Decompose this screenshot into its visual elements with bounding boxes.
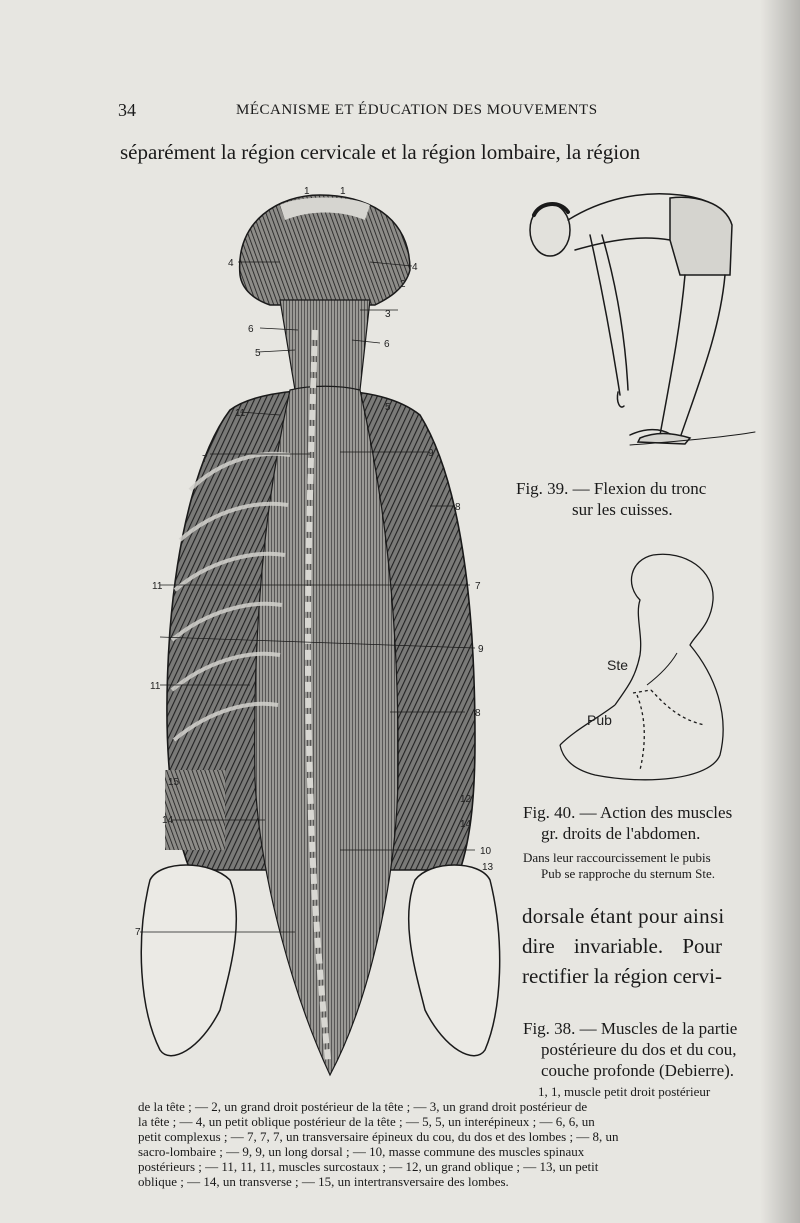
fig40-caption [523,802,783,844]
running-title: MÉCANISME ET ÉDUCATION DES MOUVEMENTS [236,102,598,118]
fig38-label: 6 [248,324,254,335]
fig40-abdomen-schematic [555,545,735,790]
fig38-back-muscles-illustration [130,180,505,1085]
fig38-label: 10 [480,846,492,857]
legend-line: la tête ; — 4, un petit oblique postérieur de la tête ; — 5, 5, un interépineux ; — 6, 6, un [138,1114,595,1129]
fig40-note-line: Pub se rapproche du sternum Ste. [541,866,716,881]
fig40-caption-line: gr. droits de l'abdomen. [541,824,701,843]
fig38-label: 15 [168,777,180,788]
fig38-caption-line: Fig. 38. — Muscles de la partie [523,1019,738,1038]
legend-line: 1, 1, muscle petit droit postérieur [538,1084,711,1099]
fig38-label: 8 [475,708,481,719]
fig38-label: 9 [478,644,484,655]
fig38-label: 11 [150,681,161,692]
legend-line: postérieurs ; — 11, 11, 11, muscles surcostaux ; — 12, un grand oblique ; — 13, un petit [138,1159,599,1174]
fig39-caption-line: Fig. 39. — Flexion du tronc [516,479,707,498]
fig38-label: 11 [152,581,163,592]
fig38-label: 13 [482,862,494,873]
fig38-caption-line: couche profonde (Debierre). [541,1061,735,1080]
fig38-label: 12 [460,794,472,805]
fig38-label: 14 [460,819,472,830]
body-text-line: dorsale étant pour ainsi [522,904,725,928]
fig38-label: 7 [475,581,481,592]
fig38-label: 4 [228,258,234,269]
fig38-label: 2 [400,279,406,290]
fig39-caption [516,478,776,520]
fig38-caption-line: postérieure du dos et du cou, [541,1040,737,1059]
label-pub: Pub [587,712,612,728]
fig38-label: 5 [255,348,261,359]
body-text-line: séparément la région cervicale et la région lombaire, la région [120,140,641,164]
fig38-label: 6 [384,339,390,350]
fig38-label: 1 [340,186,346,197]
fig39-caption-line: sur les cuisses. [572,500,673,519]
fig38-label: 7 [135,927,141,938]
body-text-line: rectifier la région cervi- [522,964,722,988]
fig38-label: 11 [235,408,246,419]
fig38-label: 9 [428,448,434,459]
page-number: 34 [118,100,136,120]
legend-line: sacro-lombaire ; — 9, 9, un long dorsal ; — 10, masse commune des muscles spinaux [138,1144,585,1159]
fig40-note [523,850,793,882]
fig38-label: 4 [412,262,418,273]
page-header [118,100,758,124]
label-ste: Ste [607,657,629,673]
fig39-flexion-illustration [520,180,760,460]
legend-line: de la tête ; — 2, un grand droit postérieur de la tête ; — 3, un grand droit postérieur de [138,1099,588,1114]
fig38-label: 8 [455,502,461,513]
fig38-label: 1 [304,186,310,197]
fig40-caption-line: Fig. 40. — Action des muscles [523,803,733,822]
fig38-label: 14 [162,815,174,826]
body-text-line: dire invariable. Pour [522,934,723,958]
fig38-label: 7 [202,454,208,465]
fig38-label: 3 [385,309,391,320]
legend-line: petit complexus ; — 7, 7, 7, un transversaire épineux du cou, du dos et des lombes ; — 8, un [138,1129,619,1144]
fig38-label: 5 [385,402,391,413]
fig38-caption [523,1018,793,1081]
fig38-legend [138,1084,778,1189]
legend-line: oblique ; — 14, un transverse ; — 15, un intertransversaire des lombes. [138,1174,509,1189]
fig40-note-line: Dans leur raccourcissement le pubis [523,850,711,865]
